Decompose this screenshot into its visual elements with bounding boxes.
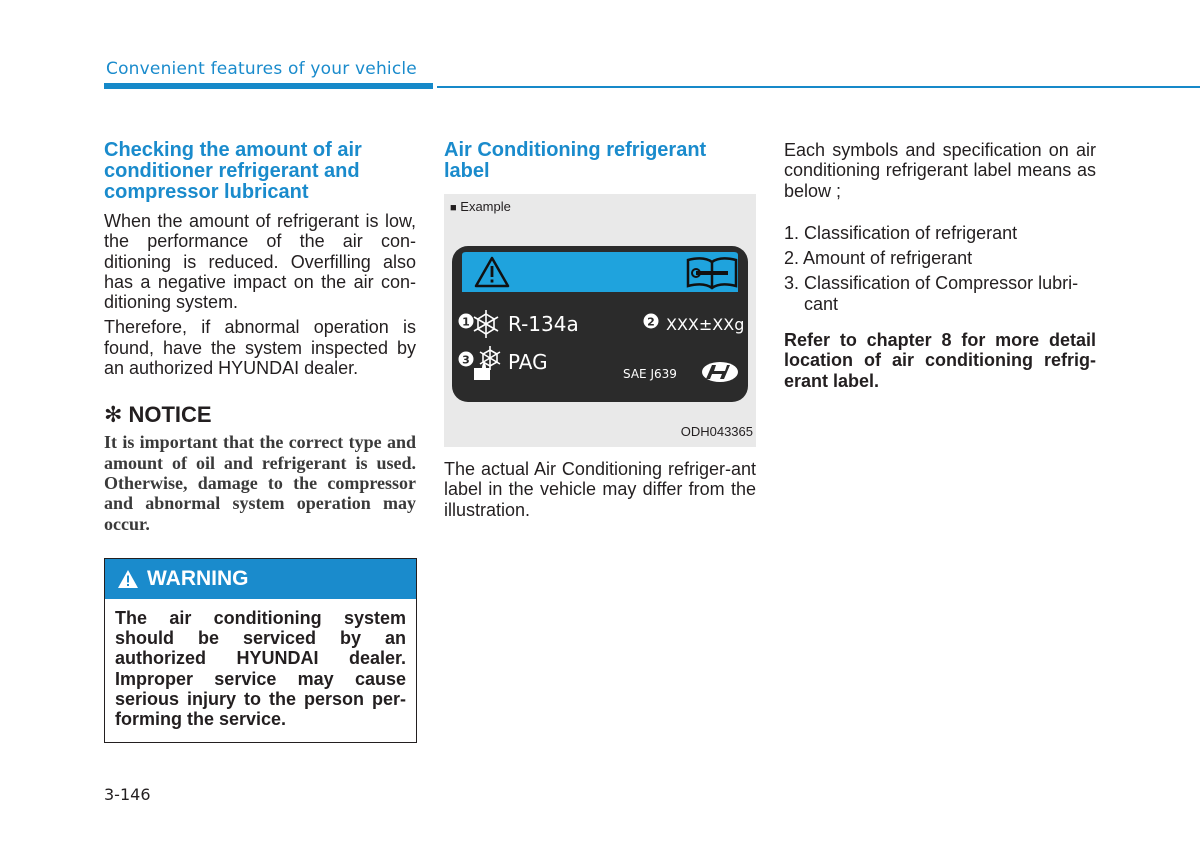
left-column	[104, 140, 416, 743]
figure-caption: The actual Air Conditioning refriger-ant label in the vehicle may differ from the illustration.	[444, 459, 756, 520]
warning-text: The air conditioning system should be serviced by an authorized HYUNDAI dealer. Improper service may cause serious injury to the person per-forming the service.	[115, 607, 406, 730]
label-number-3: 3	[462, 353, 470, 367]
label-standard: SAE J639	[623, 367, 677, 381]
symbol-list	[784, 223, 1096, 314]
warning-title: WARNING	[147, 566, 249, 590]
refrigerant-label-figure	[444, 194, 756, 447]
list-item-continuation: cant	[804, 293, 839, 314]
intro-paragraph: Each symbols and specification on air conditioning refrigerant label means as below ;	[784, 140, 1096, 201]
header-rule-thin	[437, 86, 1200, 88]
middle-column	[444, 140, 756, 520]
list-item: 1. Classification of refrigerant	[784, 222, 1018, 243]
notice-text: It is important that the correct type and amount of oil and refrigerant is used. Otherwise, damage to the compressor and abnormal system operation may occur.	[104, 432, 416, 534]
reference-note: Refer to chapter 8 for more detail location of air conditioning refrig-erant label.	[784, 330, 1096, 391]
figure-example-label: ■ Example	[450, 199, 511, 214]
label-number-1: 1	[462, 315, 470, 329]
right-column	[784, 140, 1096, 409]
paragraph: When the amount of refrigerant is low, the performance of the air con-ditioning is reduced. Overfilling also has a negative impact on the air con-ditioning system.	[104, 211, 416, 313]
refrigerant-label-illustration	[450, 244, 750, 404]
section-heading: Air Conditioning refrigerant label	[444, 139, 707, 182]
notice-heading	[104, 402, 416, 428]
list-item: 2. Amount of refrigerant	[784, 248, 973, 269]
header-rule-thick	[104, 83, 433, 89]
list-item-text: 3. Classification of Compressor lubri-	[784, 273, 1079, 294]
square-bullet-icon: ■	[450, 202, 457, 214]
warning-box	[104, 558, 417, 743]
notice-title: NOTICE	[128, 402, 212, 428]
section-heading: Checking the amount of air conditioner refrigerant and compressor lubricant	[104, 139, 362, 203]
page-number: 3-146	[104, 785, 151, 804]
label-refrigerant-type: R-134a	[508, 312, 579, 336]
hyundai-logo-icon	[702, 362, 738, 382]
paragraph: Therefore, if abnormal operation is found, have the system inspected by an authorized HYUNDAI dealer.	[104, 317, 416, 379]
label-number-2: 2	[647, 315, 655, 329]
label-lubricant-type: PAG	[508, 350, 548, 374]
figure-code: ODH043365	[680, 424, 753, 439]
warning-triangle-icon	[117, 569, 139, 589]
warning-header	[105, 559, 416, 599]
asterisk-icon: ✻	[104, 402, 123, 428]
label-refrigerant-amount: XXX±XXg	[666, 315, 745, 334]
section-header-title: Convenient features of your vehicle	[106, 59, 417, 79]
list-item	[784, 273, 1096, 314]
